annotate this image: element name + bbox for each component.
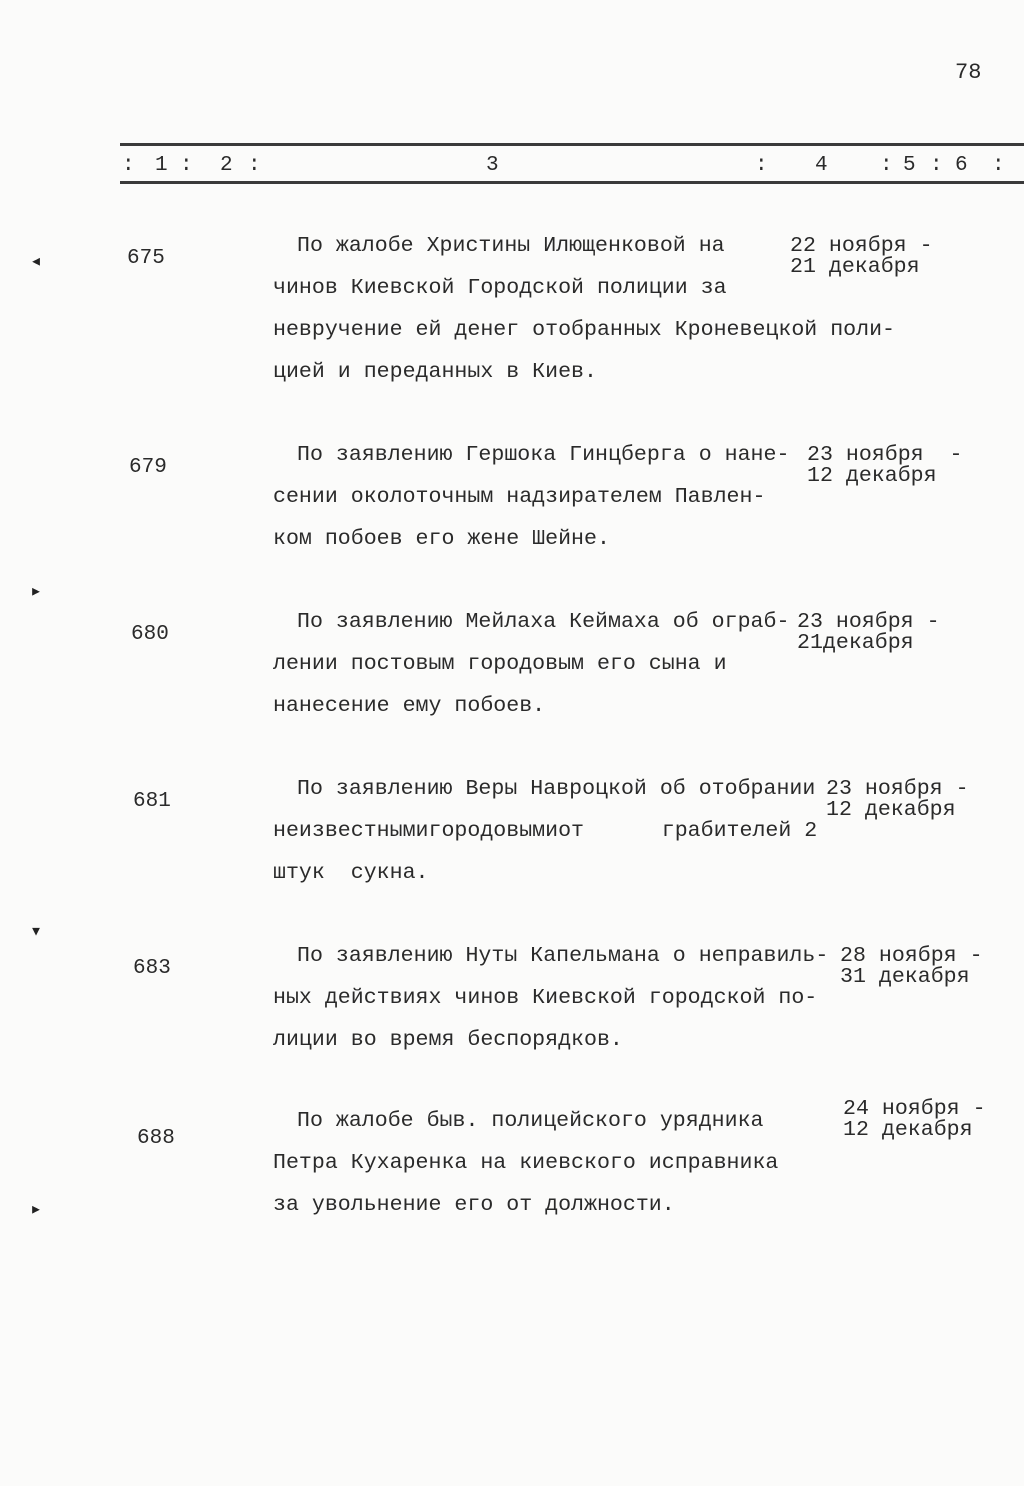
entry-number: 675: [127, 247, 165, 270]
entry-text-line: ком побоев его жене Шейне.: [273, 527, 610, 551]
page-number: 78: [955, 60, 982, 85]
entry-text-line: за увольнение его от должности.: [273, 1193, 675, 1217]
margin-mark: ▸: [30, 1199, 43, 1222]
entry-date-to: 12 декабря: [843, 1118, 973, 1142]
entry-date-from: 22 ноября -: [790, 234, 933, 258]
entry-text-line: По заявлению Нуты Капельмана о неправиль-: [297, 944, 829, 968]
header-col-6: 6: [955, 154, 968, 177]
entry-text-line: цией и переданных в Киев.: [273, 360, 597, 384]
entry-number: 683: [133, 957, 171, 980]
header-sep: :: [122, 154, 135, 177]
entry-date-from: 24 ноября -: [843, 1097, 986, 1121]
entry-number: 681: [133, 790, 171, 813]
header-sep: :: [755, 154, 768, 177]
header-sep: :: [880, 154, 893, 177]
entry-text-line: лении постовым городовым его сына и: [273, 652, 727, 676]
entry-text-line: Петра Кухаренка на киевского исправника: [273, 1151, 779, 1175]
entry-date-from: 23 ноября -: [807, 443, 963, 467]
header-sep: :: [930, 154, 943, 177]
header-col-2: 2: [220, 154, 233, 177]
entry-text-line: По заявлению Гершока Гинцберга о нане-: [297, 443, 790, 467]
entry-text-line: нанесение ему побоев.: [273, 694, 546, 718]
entry-text-line: ных действиях чинов Киевской городской по-: [273, 986, 818, 1010]
margin-mark: ▸: [30, 581, 43, 604]
margin-mark: ◂: [30, 251, 43, 274]
entry-number: 680: [131, 623, 169, 646]
entry-number: 679: [129, 456, 167, 479]
header-sep: :: [992, 154, 1005, 177]
header-top-rule: [120, 143, 1024, 146]
entry-date-from: 28 ноября -: [840, 944, 983, 968]
entry-date-to: 12 декабря: [826, 798, 956, 822]
entry-text-line: По жалобе быв. полицейского урядника: [297, 1109, 764, 1133]
entry-date-to: 12 декабря: [807, 464, 937, 488]
entry-date-to: 21 декабря: [790, 255, 920, 279]
entry-text-line: По жалобе Христины Илющенковой на: [297, 234, 725, 258]
entry-text-line: неизвестнымигородовымиот грабителей 2: [273, 819, 818, 843]
header-col-3: 3: [486, 154, 499, 177]
entry-text-line: сении околоточным надзирателем Павлен-: [273, 485, 766, 509]
header-col-5: 5: [903, 154, 916, 177]
entry-text-line: невручение ей денег отобранных Кроневецкой поли-: [273, 318, 896, 342]
entry-date-from: 23 ноября -: [826, 777, 969, 801]
header-bottom-rule: [120, 181, 1024, 184]
entry-text-line: чинов Киевской Городской полиции за: [273, 276, 727, 300]
entry-text-line: По заявлению Мейлаха Кеймаха об ограб-: [297, 610, 790, 634]
margin-mark: ▾: [30, 921, 43, 944]
header-sep: :: [248, 154, 261, 177]
entry-text-line: штук сукна.: [273, 861, 429, 885]
header-col-4: 4: [815, 154, 828, 177]
entry-date-from: 23 ноября -: [797, 610, 940, 634]
header-col-1: 1: [155, 154, 168, 177]
entry-text-line: лиции во время беспорядков.: [273, 1028, 623, 1052]
entry-date-to: 31 декабря: [840, 965, 970, 989]
header-sep: :: [180, 154, 193, 177]
entry-text-line: По заявлению Веры Навроцкой об отобрании: [297, 777, 816, 801]
entry-date-to: 21декабря: [797, 631, 914, 655]
entry-number: 688: [137, 1127, 175, 1150]
